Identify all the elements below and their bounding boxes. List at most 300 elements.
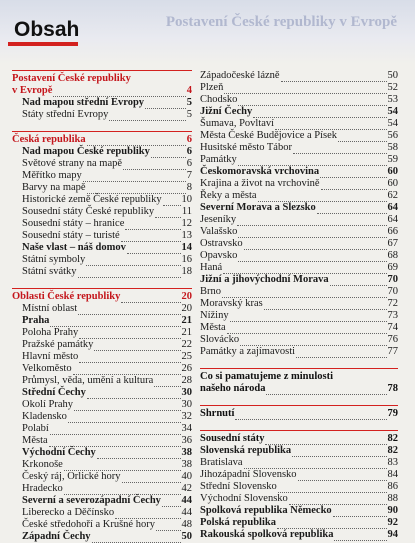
toc-entry[interactable] <box>200 408 398 420</box>
toc-entry[interactable] <box>12 158 192 170</box>
toc-entry[interactable] <box>200 250 398 262</box>
dot-leader <box>163 197 181 206</box>
dot-leader <box>78 269 181 278</box>
dot-leader <box>83 173 186 182</box>
dot-leader <box>115 510 180 519</box>
toc-page-number: 64 <box>387 214 398 225</box>
toc-entry-label: Opavsko <box>200 250 238 261</box>
toc-entry[interactable] <box>12 303 192 315</box>
toc-entry[interactable] <box>12 218 192 230</box>
toc-entry[interactable] <box>12 363 192 375</box>
toc-page-number: 30 <box>181 387 192 398</box>
dot-leader <box>258 193 387 202</box>
dot-leader <box>244 460 387 469</box>
toc-entry[interactable] <box>200 286 398 298</box>
dot-leader <box>53 88 185 97</box>
background-heading: Postavení České republiky v Evropě <box>165 14 397 30</box>
toc-page-number: 20 <box>181 303 192 314</box>
toc-page-number: 82 <box>387 433 398 444</box>
toc-subsection-entry[interactable] <box>200 166 398 178</box>
dot-leader <box>151 149 186 158</box>
toc-page-number: 58 <box>387 142 398 153</box>
section-gap <box>200 420 398 430</box>
toc-section-heading[interactable] <box>200 433 398 445</box>
toc-page-number: 54 <box>387 106 398 117</box>
dot-leader <box>86 257 180 266</box>
toc-entry[interactable] <box>200 226 398 238</box>
toc-entry[interactable] <box>12 507 192 519</box>
toc-page-number: 62 <box>387 190 398 201</box>
toc-page-number: 12 <box>181 218 192 229</box>
toc-entry-label: Barvy na mapě <box>22 182 86 193</box>
toc-subsection-entry[interactable] <box>200 505 398 517</box>
toc-page-number: 10 <box>181 194 192 205</box>
toc-entry-label: Jeseníky <box>200 214 237 225</box>
toc-page-number: 21 <box>181 327 192 338</box>
toc-page-number: 90 <box>387 505 398 516</box>
dot-leader <box>238 97 386 106</box>
toc-page-number: 36 <box>181 435 192 446</box>
toc-entry-label: Brno <box>200 286 221 297</box>
toc-entry-label: Česká republika <box>12 134 86 145</box>
dot-leader <box>49 438 181 447</box>
toc-entry-label: Státy střední Evropy <box>22 109 109 120</box>
toc-entry-label: Severní a severozápadní Čechy <box>22 495 161 506</box>
toc-entry-label: Praha <box>22 315 50 326</box>
toc-page-number: 21 <box>181 315 192 326</box>
toc-page-number: 67 <box>387 238 398 249</box>
toc-entry[interactable] <box>12 411 192 423</box>
dot-leader <box>237 217 386 226</box>
dot-leader <box>121 294 180 303</box>
dot-leader <box>338 133 386 142</box>
dot-leader <box>277 520 387 529</box>
dot-leader <box>293 145 387 154</box>
toc-entry[interactable] <box>12 435 192 447</box>
toc-section-heading[interactable] <box>12 291 192 303</box>
dot-leader <box>292 448 386 457</box>
toc-page-number: 5 <box>186 109 192 120</box>
toc-subsection-entry[interactable] <box>200 106 398 118</box>
toc-page-number: 72 <box>387 298 398 309</box>
dot-leader <box>50 426 181 435</box>
toc-entry[interactable] <box>200 94 398 106</box>
toc-entry[interactable] <box>200 383 398 395</box>
dot-leader <box>298 472 387 481</box>
toc-entry[interactable] <box>200 130 398 142</box>
toc-entry-label: v Evropě <box>12 85 53 96</box>
toc-entry-label: Města <box>200 322 226 333</box>
toc-page-number: 56 <box>387 130 398 141</box>
dot-leader <box>87 390 181 399</box>
toc-entry-label: Ostravsko <box>200 238 243 249</box>
toc-page-number: 50 <box>181 531 192 542</box>
dot-leader <box>253 109 386 118</box>
toc-entry-label: Hradecko <box>22 483 63 494</box>
dot-leader <box>109 112 185 121</box>
toc-page-number: 38 <box>181 459 192 470</box>
toc-entry-label: Kladensko <box>22 411 67 422</box>
toc-page-number: 13 <box>181 230 192 241</box>
toc-entry[interactable] <box>200 493 398 505</box>
toc-entry-label: Jižní a jihovýchodní Morava <box>200 274 329 285</box>
section-divider <box>12 70 192 71</box>
dot-leader <box>235 411 386 420</box>
toc-page-number: 60 <box>387 178 398 189</box>
dot-leader <box>156 522 181 531</box>
toc-entry-label: Řeky a města <box>200 190 257 201</box>
toc-entry-label: Krkonoše <box>22 459 63 470</box>
toc-entry-label: Valašsko <box>200 226 238 237</box>
toc-entry-label: Jižní Čechy <box>200 106 253 117</box>
toc-subsection-entry[interactable] <box>12 242 192 254</box>
toc-entry-label: Památky a zajímavosti <box>200 346 296 357</box>
toc-page-number: 30 <box>181 399 192 410</box>
toc-left-column <box>12 70 192 543</box>
toc-entry[interactable] <box>12 459 192 471</box>
toc-entry[interactable] <box>200 82 398 94</box>
toc-entry-label: Střední Čechy <box>22 387 86 398</box>
toc-entry-label: Východní Slovensko <box>200 493 288 504</box>
toc-subsection-entry[interactable] <box>12 387 192 399</box>
toc-entry[interactable] <box>200 481 398 493</box>
section-heading-line: Co si pamatujeme z minulosti <box>200 371 333 382</box>
toc-page-number: 16 <box>181 254 192 265</box>
toc-entry[interactable] <box>12 170 192 182</box>
toc-entry[interactable] <box>200 334 398 346</box>
dot-leader <box>127 245 181 254</box>
toc-entry-label: Haná <box>200 262 223 273</box>
toc-page-number: 42 <box>181 483 192 494</box>
toc-subsection-entry[interactable] <box>12 315 192 327</box>
dot-leader <box>162 498 181 507</box>
toc-entry[interactable] <box>12 85 192 97</box>
toc-subsection-entry[interactable] <box>12 97 192 109</box>
toc-entry[interactable] <box>12 471 192 483</box>
toc-section-heading[interactable] <box>200 408 398 420</box>
toc-entry-label: Shrnutí <box>200 408 235 419</box>
dot-leader <box>79 330 180 339</box>
toc-entry-label: Poloha Prahy <box>22 327 79 338</box>
toc-entry-label: Střední Slovensko <box>200 481 277 492</box>
toc-entry[interactable] <box>200 310 398 322</box>
toc-page-number: 83 <box>387 457 398 468</box>
toc-entry-label: Sousední státy – hranice <box>22 218 125 229</box>
toc-entry-label: Průmysl, věda, umění a kultura <box>22 375 154 386</box>
toc-entry[interactable] <box>12 327 192 339</box>
toc-right-column <box>200 70 398 541</box>
toc-page-number: 68 <box>387 250 398 261</box>
dot-leader <box>154 378 180 387</box>
dot-leader <box>227 325 387 334</box>
dot-leader <box>330 277 387 286</box>
toc-page-number: 70 <box>387 286 398 297</box>
dot-leader <box>79 354 180 363</box>
toc-entry[interactable] <box>200 346 398 358</box>
toc-entry-label: Bratislava <box>200 457 243 468</box>
section-gap <box>200 358 398 368</box>
toc-entry[interactable] <box>12 194 192 206</box>
dot-leader <box>264 301 387 310</box>
toc-entry-label: Okolí Prahy <box>22 399 74 410</box>
toc-entry[interactable] <box>12 291 192 303</box>
toc-entry[interactable] <box>12 351 192 363</box>
toc-page-number: 48 <box>181 519 192 530</box>
toc-entry[interactable] <box>200 142 398 154</box>
toc-entry-label: Sousední státy <box>200 433 265 444</box>
toc-entry-label: Měřítko mapy <box>22 170 82 181</box>
toc-entry-label: České středohoří a Krušné hory <box>22 519 155 530</box>
toc-entry-label: Východní Čechy <box>22 447 96 458</box>
toc-subsection-entry[interactable] <box>200 529 398 541</box>
toc-entry-label: Slovenská republika <box>200 445 292 456</box>
section-gap <box>12 121 192 131</box>
toc-entry[interactable] <box>12 134 192 146</box>
dot-leader <box>223 265 386 274</box>
toc-entry-label: Šumava, Povltaví <box>200 118 275 129</box>
toc-entry[interactable] <box>12 109 192 121</box>
toc-entry[interactable] <box>200 298 398 310</box>
dot-leader <box>275 121 386 130</box>
toc-page-number: 76 <box>387 334 398 345</box>
toc-page-number: 82 <box>387 445 398 456</box>
dot-leader <box>87 137 186 146</box>
toc-entry[interactable] <box>200 70 398 82</box>
dot-leader <box>278 484 387 493</box>
dot-leader <box>121 233 181 242</box>
toc-subsection-entry[interactable] <box>200 274 398 286</box>
dot-leader <box>240 337 386 346</box>
dot-leader <box>64 462 181 471</box>
toc-entry[interactable] <box>200 190 398 202</box>
dot-leader <box>320 169 386 178</box>
toc-entry-label: Velkoměsto <box>22 363 72 374</box>
dot-leader <box>238 157 387 166</box>
toc-entry[interactable] <box>200 262 398 274</box>
dot-leader <box>125 221 180 230</box>
toc-entry[interactable] <box>12 375 192 387</box>
toc-entry-label: Oblasti České republiky <box>12 291 121 302</box>
toc-entry[interactable] <box>200 322 398 334</box>
dot-leader <box>222 289 387 298</box>
title-block <box>8 18 83 46</box>
dot-leader <box>334 532 386 541</box>
toc-entry[interactable] <box>12 266 192 278</box>
toc-page-number: 64 <box>387 202 398 213</box>
toc-page-number: 18 <box>181 266 192 277</box>
toc-page-number: 50 <box>387 70 398 81</box>
toc-entry[interactable] <box>12 230 192 242</box>
toc-subsection-entry[interactable] <box>200 445 398 457</box>
toc-section-heading[interactable] <box>12 134 192 146</box>
toc-entry[interactable] <box>200 178 398 190</box>
toc-entry-label: Polská republika <box>200 517 276 528</box>
dot-leader <box>50 318 180 327</box>
toc-page-number: 60 <box>387 166 398 177</box>
toc-entry-label: Liberecko a Děčínsko <box>22 507 115 518</box>
toc-page-number: 54 <box>387 118 398 129</box>
section-divider <box>12 288 192 289</box>
dot-leader <box>122 474 181 483</box>
toc-page-number: 8 <box>186 182 192 193</box>
dot-leader <box>94 342 180 351</box>
toc-entry[interactable] <box>200 118 398 130</box>
toc-section-heading[interactable] <box>12 73 192 97</box>
section-heading-line: Postavení České republiky <box>12 73 131 84</box>
dot-leader <box>244 241 387 250</box>
toc-page-number: 84 <box>387 469 398 480</box>
toc-subsection-entry[interactable] <box>12 146 192 158</box>
toc-subsection-entry[interactable] <box>12 447 192 459</box>
toc-page-number: 78 <box>387 383 398 394</box>
dot-leader <box>74 402 180 411</box>
toc-page-number: 69 <box>387 262 398 273</box>
toc-subsection-entry[interactable] <box>12 531 192 543</box>
page-title: Obsah <box>14 18 80 41</box>
toc-entry-label: Místní oblast <box>22 303 78 314</box>
toc-page-number: 52 <box>387 82 398 93</box>
toc-entry-label: Rakouská spolková republika <box>200 529 334 540</box>
toc-page-number: 11 <box>181 206 192 217</box>
dot-leader <box>68 414 181 423</box>
toc-page-number: 73 <box>387 310 398 321</box>
dot-leader <box>266 386 386 395</box>
toc-entry-label: Západní Čechy <box>22 531 91 542</box>
toc-entry-label: Chodsko <box>200 94 238 105</box>
toc-section-heading[interactable] <box>200 371 398 395</box>
toc-page-number: 40 <box>181 471 192 482</box>
toc-subsection-entry[interactable] <box>12 495 192 507</box>
toc-page-number: 79 <box>387 408 398 419</box>
toc-subsection-entry[interactable] <box>200 202 398 214</box>
toc-page-number: 44 <box>181 495 192 506</box>
dot-leader <box>73 366 181 375</box>
section-divider <box>200 368 398 369</box>
toc-entry[interactable] <box>12 339 192 351</box>
toc-page-number: 44 <box>181 507 192 518</box>
dot-leader <box>78 306 180 315</box>
toc-entry-label: Památky <box>200 154 237 165</box>
toc-page-number: 59 <box>387 154 398 165</box>
toc-entry-label: Husitské město Tábor <box>200 142 292 153</box>
toc-entry[interactable] <box>200 469 398 481</box>
toc-page-number: 20 <box>181 291 192 302</box>
section-divider <box>200 430 398 431</box>
dot-leader <box>321 181 387 190</box>
dot-leader <box>333 508 387 517</box>
dot-leader <box>64 486 181 495</box>
toc-entry-label: Historické země České republiky <box>22 194 162 205</box>
toc-entry[interactable] <box>200 214 398 226</box>
dot-leader <box>281 73 387 82</box>
toc-subsection-entry[interactable] <box>200 517 398 529</box>
toc-entry[interactable] <box>12 483 192 495</box>
toc-page-number: 6 <box>186 158 192 169</box>
dot-leader <box>238 253 386 262</box>
toc-entry[interactable] <box>12 423 192 435</box>
toc-entry-label: Severní Morava a Slezsko <box>200 202 316 213</box>
toc-entry-label: Nad mapou České republiky <box>22 146 150 157</box>
dot-leader <box>97 450 181 459</box>
toc-entry[interactable] <box>200 154 398 166</box>
section-gap <box>200 395 398 405</box>
toc-entry-label: Českomoravská vrchovina <box>200 166 320 177</box>
toc-entry[interactable] <box>12 182 192 194</box>
dot-leader <box>92 534 181 543</box>
dot-leader <box>155 209 181 218</box>
toc-entry-label: Sousední státy – turisté <box>22 230 120 241</box>
toc-entry[interactable] <box>12 519 192 531</box>
dot-leader <box>123 161 186 170</box>
dot-leader <box>238 229 386 238</box>
toc-entry-label: našeho národa <box>200 383 266 394</box>
toc-page-number: 28 <box>181 375 192 386</box>
dot-leader <box>289 496 387 505</box>
toc-entry[interactable] <box>200 238 398 250</box>
toc-page-number: 14 <box>181 242 192 253</box>
toc-page-number: 4 <box>186 85 192 96</box>
dot-leader <box>317 205 387 214</box>
toc-entry-label: Nad mapou střední Evropy <box>22 97 145 108</box>
toc-entry-label: Krajina a život na vrchovině <box>200 178 320 189</box>
toc-page-number: 38 <box>181 447 192 458</box>
toc-entry-label: Města České Budějovice a Písek <box>200 130 338 141</box>
toc-entry[interactable] <box>12 206 192 218</box>
toc-page-number: 94 <box>387 529 398 540</box>
toc-entry[interactable] <box>200 433 398 445</box>
toc-entry-label: Moravský kras <box>200 298 263 309</box>
toc-page-number: 77 <box>387 346 398 357</box>
toc-page-number: 7 <box>186 170 192 181</box>
toc-page-number: 70 <box>387 274 398 285</box>
toc-page-number: 32 <box>181 411 192 422</box>
dot-leader <box>296 349 386 358</box>
toc-entry-label: Polabí <box>22 423 49 434</box>
toc-entry-label: Plzeň <box>200 82 224 93</box>
toc-page-number: 34 <box>181 423 192 434</box>
toc-entry[interactable] <box>12 399 192 411</box>
toc-entry-label: Západočeské lázně <box>200 70 280 81</box>
toc-page-number: 88 <box>387 493 398 504</box>
toc-entry-label: Český ráj, Orlické hory <box>22 471 121 482</box>
dot-leader <box>230 313 387 322</box>
section-divider <box>200 405 398 406</box>
toc-entry-label: Města <box>22 435 48 446</box>
toc-page-number: 66 <box>387 226 398 237</box>
toc-page-number: 6 <box>186 134 192 145</box>
toc-entry-label: Hlavní město <box>22 351 79 362</box>
section-gap <box>12 278 192 288</box>
section-divider <box>12 131 192 132</box>
toc-page-number: 92 <box>387 517 398 528</box>
toc-entry-label: Jihozápadní Slovensko <box>200 469 297 480</box>
dot-leader <box>265 436 386 445</box>
toc-page-number: 6 <box>186 146 192 157</box>
dot-leader <box>145 100 186 109</box>
toc-entry-label: Státní svátky <box>22 266 77 277</box>
toc-entry-label: Nížiny <box>200 310 229 321</box>
toc-entry-label: Světové strany na mapě <box>22 158 123 169</box>
toc-page-number: 22 <box>181 339 192 350</box>
toc-page-number: 26 <box>181 363 192 374</box>
toc-page-number: 5 <box>186 97 192 108</box>
toc-entry-label: Slovácko <box>200 334 240 345</box>
toc-entry[interactable] <box>200 457 398 469</box>
toc-page-number: 86 <box>387 481 398 492</box>
toc-entry-label: Naše vlast – náš domov <box>22 242 126 253</box>
toc-entry[interactable] <box>12 254 192 266</box>
toc-entry-label: Sousední státy České republiky <box>22 206 155 217</box>
